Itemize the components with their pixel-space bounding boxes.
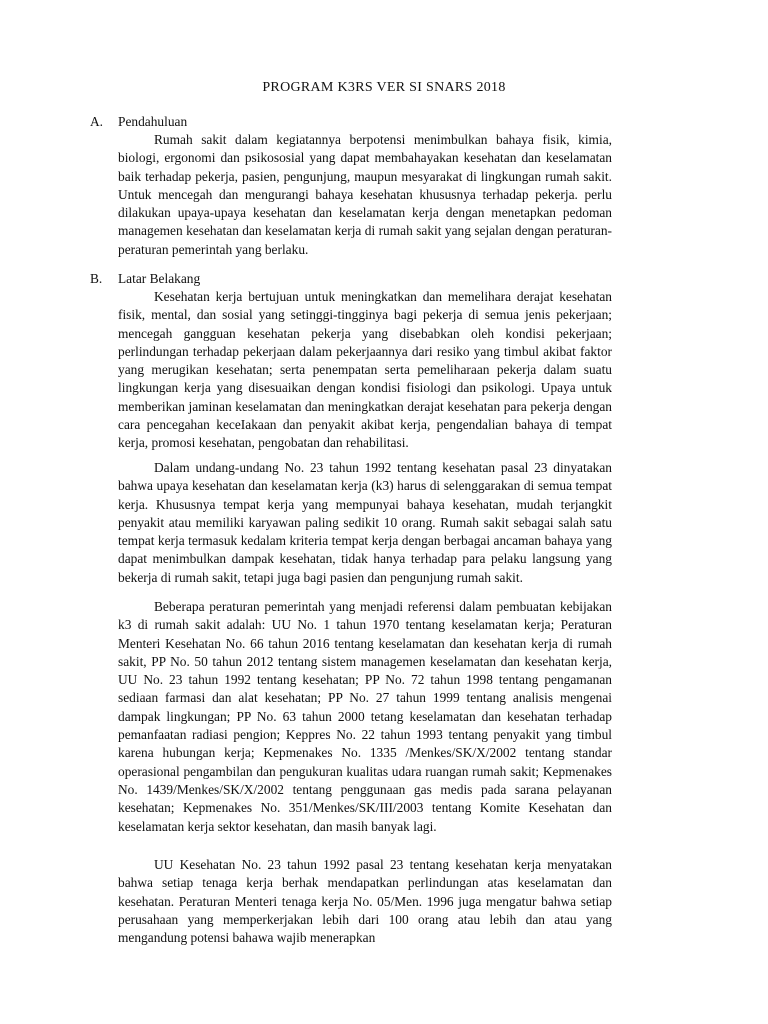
paragraph: Kesehatan kerja bertujuan untuk meningkatkan dan memelihara derajat kesehatan fisik, mental, dan sosial yang setinggi-tingginya bagi pekerja di semua jenis pekerjaan; mencegah gangguan kesehatan pekerja yang disebabkan oleh kondisi pekerjaan; perlindungan terhadap pekerjaan dalam pekerjaannya dari resiko yang timbul akibat faktor yang merugikan kesehatan; serta penempatan serta pemeliharaan pekerja dalam suatu lingkungan kerja yang disesuaikan dengan kondisi fisiologi dan psikologi. Upaya untuk memberikan jaminan keselamatan dan meningkatkan derajat kesehatan para pekerja dengan cara pencegahan keceIakaan dan penyakit akibat kerja, pengendalian bahaya di tempat kerja, promosi kesehatan, pengobatan dan rehabilitasi. xyxy=(118,289,612,451)
paragraph: Rumah sakit dalam kegiatannya berpotensi menimbulkan bahaya fisik, kimia, biologi, ergonomi dan psikososial yang dapat membahayakan kesehatan dan keselamatan baik terhadap pekerja, pasien, pengunjung, maupun mesyarakat di lingkungan rumah sakit. Untuk mencegah dan mengurangi bahaya kesehatan khususnya terhadap pekerja. perlu dilakukan upaya-upaya kesehatan dan keselamatan kerja dengan menetapkan pedoman managemen kesehatan dan keselamatan kerja di rumah sakit yang sejalan dengan peraturan-peraturan pemerintah yang berlaku. xyxy=(118,132,612,257)
section-letter: A. xyxy=(90,114,104,129)
section-heading: Latar Belakang xyxy=(118,271,201,286)
paragraph: Beberapa peraturan pemerintah yang menjadi referensi dalam pembuatan kebijakan k3 di rumah sakit adalah: UU No. 1 tahun 1970 tentang keselamatan kerja; Peraturan Menteri Kesehatan No. 66 tahun 2016 tentang keselamatan dan kesehatan kerja di rumah sakit, PP No. 50 tahun 2012 tentang sistem managemen keselamatan dan kesehatan kerja, UU No. 23 tahun 1992 tentang kesehatan; PP No. 72 tahun 1998 tentang pengamanan sediaan farmasi dan alat kesehatan; PP No. 27 tahun 1999 tentang analisis mengenai dampak lingkungan; PP No. 63 tahun 2000 tetang keselamatan dan kesehatan terhadap pemanfaatan radiasi pengion; Keppres No. 22 tahun 1993 tentang penyakit yang timbul karena hubungan kerja; Kepmenakes No. 1335 /Menkes/SK/X/2002 tentang standar operasional pengambilan dan pengukuran kualitas udara ruangan rumah sakit; Kepmenakes No. 1439/Menkes/SK/X/2002 tentang penggunaan gas medis pada sarana pelayanan kesehatan; Kepmenakes No. 351/Menkes/SK/III/2003 tentang Komite Kesehatan dan keselamatan kerja sektor kesehatan, dan masih banyak lagi. xyxy=(118,599,612,834)
paragraph: Dalam undang-undang No. 23 tahun 1992 tentang kesehatan pasal 23 dinyatakan bahwa upaya kesehatan dan keselamatan kerja (k3) harus di selenggarakan di semua tempat kerja. Khususnya tempat kerja yang mempunyai bahaya kesehatan, mudah terjangkit penyakit atau memiliki karyawan paling sedikit 10 orang. Rumah sakit sebagai salah satu tempat kerja termasuk kedalam kriteria tempat kerja dengan berbagai ancaman bahaya yang dapat menimbulkan dampak kesehatan, tidak hanya terhadap para pelaku langsung yang bekerja di rumah sakit, tetapi juga bagi pasien dan pengunjung rumah sakit. xyxy=(118,460,612,585)
document-title: PROGRAM K3RS VER SI SNARS 2018 xyxy=(262,80,506,95)
paragraph: UU Kesehatan No. 23 tahun 1992 pasal 23 tentang kesehatan kerja menyatakan bahwa setiap tenaga kerja berhak mendapatkan perlindungan atas keselamatan dan kesehatan. Peraturan Menteri tenaga kerja No. 05/Men. 1996 juga mengatur bahwa setiap perusahaan yang memperkerjakan lebih dari 100 orang atau lebih dan atau yang mengandung potensi bahawa wajib menerapkan xyxy=(118,857,612,946)
section-letter: B. xyxy=(90,271,103,286)
section-heading: Pendahuluan xyxy=(118,114,188,129)
